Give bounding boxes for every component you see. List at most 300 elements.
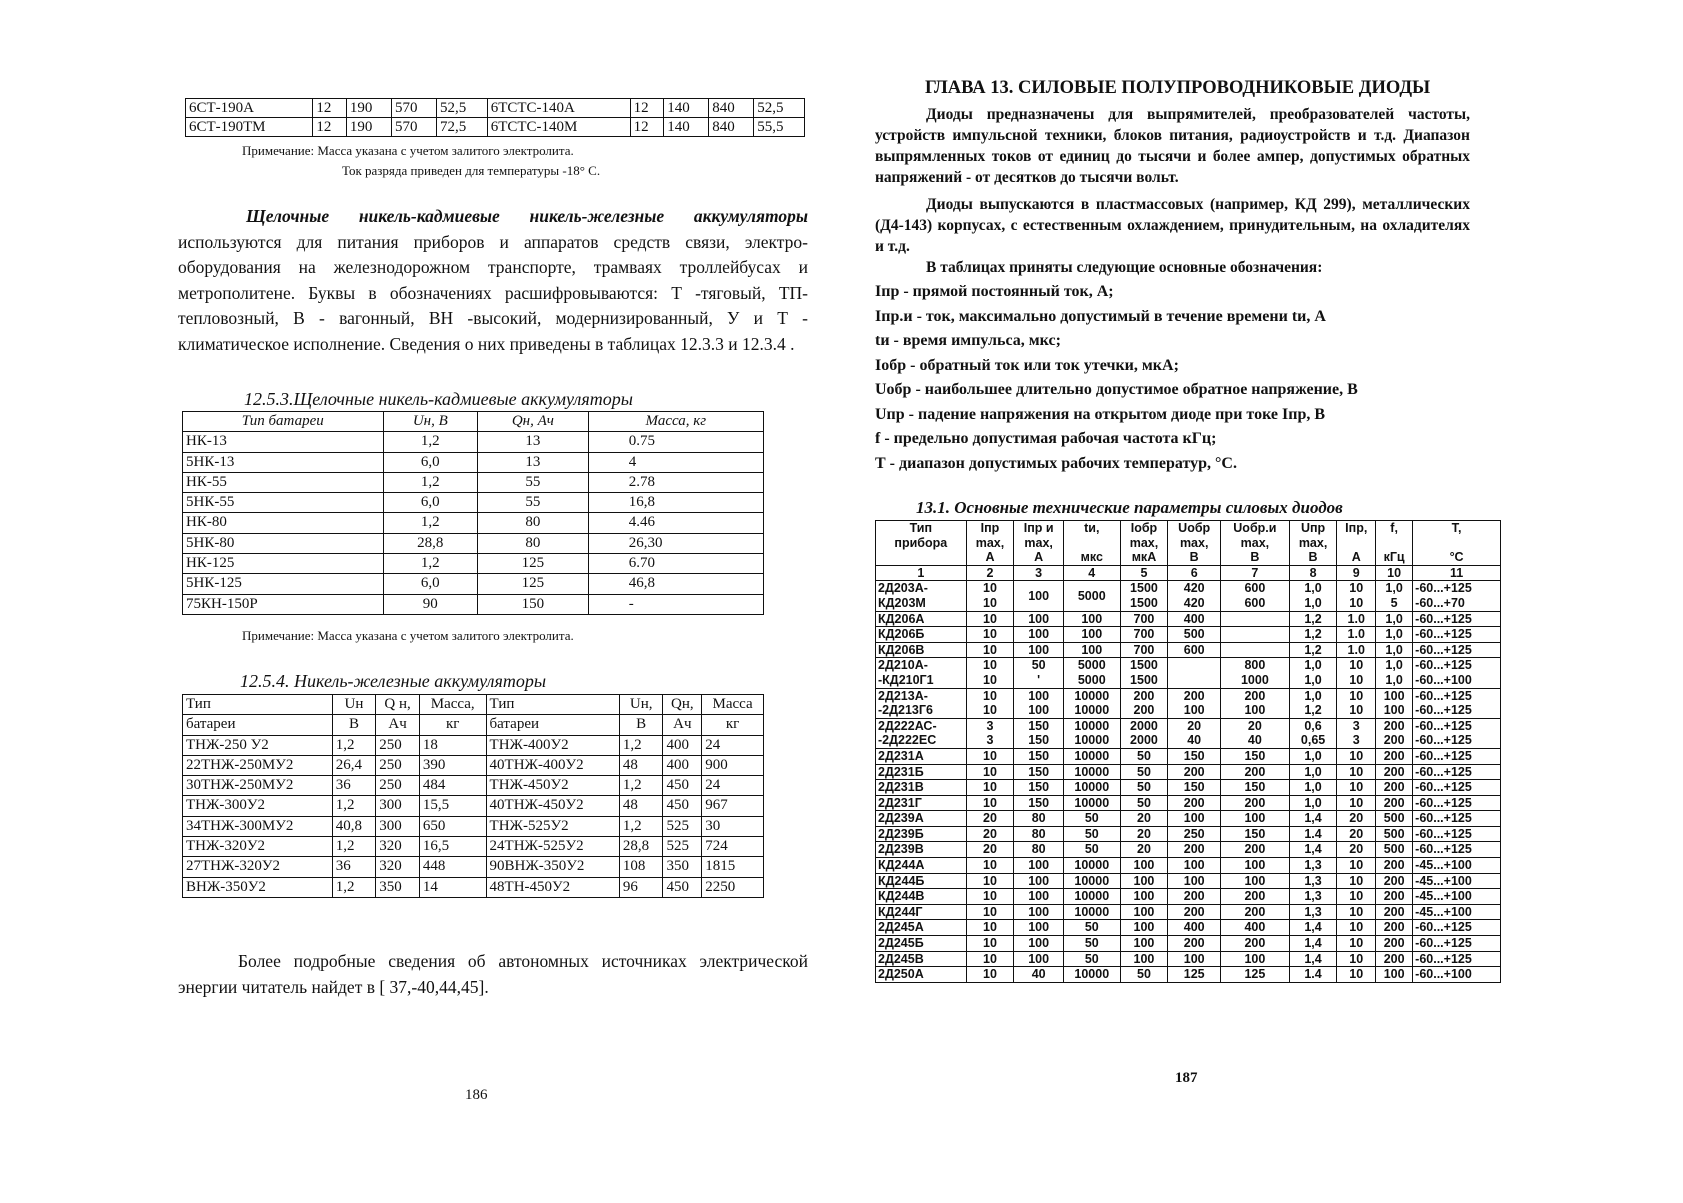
table-cell: 100: [1014, 642, 1064, 658]
table-header-row: [876, 550, 1501, 565]
table-cell: [1221, 611, 1290, 627]
table-cell: 100: [1063, 642, 1120, 658]
table-cell: 200: [1376, 873, 1413, 889]
power-diode-table: [875, 520, 1501, 983]
table-cell: 900: [702, 755, 764, 775]
table-cell: 450: [663, 776, 702, 796]
column-header: Масса, кг: [588, 412, 763, 432]
table-cell: ТНЖ-300У2: [183, 796, 333, 816]
table-cell: 48ТН-450У2: [486, 877, 619, 897]
table-row: [183, 493, 764, 513]
table-cell: 34ТНЖ-300МУ2: [183, 816, 333, 836]
table-cell: 200 100: [1168, 688, 1221, 718]
table-cell: 20: [966, 842, 1014, 858]
table-cell: -60...+125: [1413, 627, 1501, 643]
table-cell: 200 100: [1221, 688, 1290, 718]
table-cell: НК-13: [183, 432, 384, 452]
table-cell: 2Д231Б: [876, 764, 967, 780]
table-cell: 10: [966, 764, 1014, 780]
table-cell: 10: [1337, 951, 1376, 967]
table-cell: 55,5: [754, 118, 805, 137]
notation-definition: tи - время импульса, мкс;: [875, 332, 1061, 349]
table-cell: 100 100: [1014, 688, 1064, 718]
table-cell: 1,2: [332, 877, 376, 897]
notation-definition: Iпр.и - ток, максимально допустимый в течение времени tи, А: [875, 307, 1326, 325]
table-row: [183, 755, 764, 775]
table-cell: -: [588, 594, 763, 614]
table-cell: -60...+125: [1413, 920, 1501, 936]
table-cell: 320: [376, 837, 420, 857]
table-cell: 500: [1376, 811, 1413, 827]
table-cell: 150: [478, 594, 589, 614]
table-cell: 1500 1500: [1120, 658, 1168, 688]
table-row: [183, 877, 764, 897]
table-cell: 50: [1063, 826, 1120, 842]
table-cell: 2Д222АС- -2Д222ЕС: [876, 718, 967, 748]
table-cell: 10: [966, 858, 1014, 874]
table-cell: 600: [1168, 642, 1221, 658]
table-cell: 2Д231В: [876, 780, 967, 796]
table-cell: 10: [966, 920, 1014, 936]
table-row: [876, 858, 1501, 874]
column-header: max,: [1168, 536, 1221, 551]
column-header: Uобр.и: [1221, 521, 1290, 536]
table-row: [183, 452, 764, 472]
table-cell: 10000: [1063, 967, 1120, 983]
table-cell: 1,0: [1376, 642, 1413, 658]
column-header: Iпр и: [1014, 521, 1064, 536]
table-cell: 450: [663, 796, 702, 816]
table-row: [183, 796, 764, 816]
table-cell: 390: [419, 755, 486, 775]
table-cell: -60...+100: [1413, 967, 1501, 983]
table-cell: 1,2: [383, 513, 478, 533]
table-cell: 100: [1120, 904, 1168, 920]
table-cell: ТНЖ-320У2: [183, 837, 333, 857]
table-row: [876, 581, 1501, 611]
table-cell: 28,8: [619, 837, 663, 857]
table-cell: 400: [663, 755, 702, 775]
column-number: 4: [1063, 565, 1120, 581]
table-cell: 20: [1337, 842, 1376, 858]
table-cell: 100: [1221, 811, 1290, 827]
table-cell: 200: [1221, 936, 1290, 952]
table-cell: 10: [1337, 967, 1376, 983]
table-cell: -60...+125 -60...+70: [1413, 581, 1501, 611]
table-cell: 10: [966, 780, 1014, 796]
table-row: [183, 735, 764, 755]
table-cell: 200: [1221, 795, 1290, 811]
table-cell: 13: [478, 452, 589, 472]
table-cell: 724: [702, 837, 764, 857]
table-cell: 80: [1014, 842, 1064, 858]
column-header: кг: [702, 715, 764, 735]
table-cell: 10000 10000: [1063, 688, 1120, 718]
table-cell: 400: [1168, 920, 1221, 936]
table-cell: 1,4: [1289, 936, 1337, 952]
table-cell: 10000: [1063, 795, 1120, 811]
table-cell: 150: [1168, 780, 1221, 796]
top-note-2: Ток разряда приведен для температуры -18° С.: [342, 163, 601, 178]
column-header: [1413, 536, 1501, 551]
table-row: [183, 513, 764, 533]
table-cell: 1,0 1,0: [1289, 581, 1337, 611]
table-cell: КД206Б: [876, 627, 967, 643]
table-cell: -60...+125: [1413, 764, 1501, 780]
table-cell: 40,8: [332, 816, 376, 836]
table-cell: 200: [1376, 904, 1413, 920]
table-cell: 10000: [1063, 780, 1120, 796]
table-cell: 12: [313, 99, 347, 118]
table-cell: 448: [419, 857, 486, 877]
table-cell: 2000 2000: [1120, 718, 1168, 748]
table-cell: 50: [1063, 811, 1120, 827]
table-cell: 700: [1120, 627, 1168, 643]
table-cell: КД244А: [876, 858, 967, 874]
table-cell: 1,2: [332, 796, 376, 816]
table-cell: 5000 5000: [1063, 658, 1120, 688]
chapter-heading: ГЛАВА 13. СИЛОВЫЕ ПОЛУПРОВОДНИКОВЫЕ ДИОДЫ: [925, 78, 1431, 98]
table-cell: 100: [1168, 951, 1221, 967]
table-cell: 72,5: [436, 118, 487, 137]
table-cell: ТНЖ-450У2: [486, 776, 619, 796]
table-row: [876, 627, 1501, 643]
table-cell: 100: [1063, 611, 1120, 627]
table-cell: -60...+125: [1413, 780, 1501, 796]
table-cell: 10: [966, 795, 1014, 811]
table-cell: 200: [1376, 748, 1413, 764]
table-cell: 4: [588, 452, 763, 472]
column-number: 11: [1413, 565, 1501, 581]
table-cell: 24: [702, 776, 764, 796]
table-cell: 600 600: [1221, 581, 1290, 611]
table-cell: 1,3: [1289, 873, 1337, 889]
table-cell: 1,0: [1376, 627, 1413, 643]
table-cell: -45...+100: [1413, 889, 1501, 905]
table-cell: 5НК-80: [183, 533, 384, 553]
table-cell: 2.78: [588, 472, 763, 492]
column-number: 6: [1168, 565, 1221, 581]
table-cell: 2Д239Б: [876, 826, 967, 842]
table-cell: 100: [1014, 889, 1064, 905]
table-cell: 100: [1120, 858, 1168, 874]
column-header: Т,: [1413, 521, 1501, 536]
table-row: [876, 718, 1501, 748]
table-cell: 200: [1376, 764, 1413, 780]
table-cell: 50: [1063, 936, 1120, 952]
table-cell: 40ТНЖ-450У2: [486, 796, 619, 816]
table-cell: 100: [1120, 936, 1168, 952]
table-cell: 50: [1120, 780, 1168, 796]
column-number: 2: [966, 565, 1014, 581]
table-cell: 100: [1014, 951, 1064, 967]
table-cell: 1,2: [383, 472, 478, 492]
column-header: tи,: [1063, 521, 1120, 536]
table-row: [876, 873, 1501, 889]
intro-paragraph-2: Диоды выпускаются в пластмассовых (например, КД 299), металлических (Д4-143) корпусах, с естественным охлаждением, принудительным, на охладителях и т.д.: [875, 196, 1470, 255]
column-number: 8: [1289, 565, 1337, 581]
page-number-left: 186: [465, 1087, 488, 1103]
column-header: Iпр,: [1337, 521, 1376, 536]
table-cell: 200: [1376, 780, 1413, 796]
table-row: [183, 554, 764, 574]
table-cell: 140: [664, 99, 709, 118]
table-row: [876, 795, 1501, 811]
column-number: 3: [1014, 565, 1064, 581]
table-cell: 10: [966, 642, 1014, 658]
table-cell: 250: [376, 735, 420, 755]
table-header-row: [183, 695, 764, 715]
column-header: В: [1168, 550, 1221, 565]
table-cell: 125: [1168, 967, 1221, 983]
table-row: [183, 432, 764, 452]
table-cell: 200: [1168, 795, 1221, 811]
table-cell: 20: [1337, 826, 1376, 842]
column-number: 9: [1337, 565, 1376, 581]
table-cell: 10000: [1063, 889, 1120, 905]
table-cell: 2250: [702, 877, 764, 897]
table-cell: 2Д245В: [876, 951, 967, 967]
table-cell: -60...+125: [1413, 951, 1501, 967]
column-header: В: [1221, 550, 1290, 565]
table-cell: 150: [1168, 748, 1221, 764]
column-header: Qн,: [663, 695, 702, 715]
table-cell: 50: [1063, 920, 1120, 936]
table-cell: 10: [966, 904, 1014, 920]
intro-paragraph-1: Диоды предназначены для выпрямителей, преобразователей частоты, устройств импульсной техники, блоков питания, радиоустройств и т.д. Диапазон выпрямленных токов от единиц до тысячи и более ампер, допустимых обратных напряжений - от десятков до тысячи вольт.: [875, 106, 1470, 186]
table-cell: 10: [966, 951, 1014, 967]
table-cell: 1,2: [383, 432, 478, 452]
table-cell: 150: [1221, 826, 1290, 842]
column-header: батареи: [183, 715, 333, 735]
table-cell: 150: [1014, 764, 1064, 780]
table-row: [876, 951, 1501, 967]
table-cell: НК-80: [183, 513, 384, 533]
column-header: А: [1014, 550, 1064, 565]
table-cell: ТНЖ-525У2: [486, 816, 619, 836]
table-cell: -60...+125 -60...+125: [1413, 688, 1501, 718]
table-cell: 200: [1376, 889, 1413, 905]
page-number-right: 187: [1175, 1070, 1198, 1086]
table-cell: 1,2: [332, 837, 376, 857]
table-cell: КД206А: [876, 611, 967, 627]
table-cell: 1,4: [1289, 920, 1337, 936]
table-cell: 10: [1337, 936, 1376, 952]
table-cell: 150: [1014, 795, 1064, 811]
table-cell: 100: [1014, 904, 1064, 920]
table-cell: 1,4: [1289, 811, 1337, 827]
table-cell: 30ТНЖ-250МУ2: [183, 776, 333, 796]
table-cell: 140: [664, 118, 709, 137]
table-cell: 36: [332, 857, 376, 877]
table-cell: 800 1000: [1221, 658, 1290, 688]
table-cell: 10: [1337, 764, 1376, 780]
table-cell: 200: [1221, 842, 1290, 858]
table-cell: 20 40: [1168, 718, 1221, 748]
table-cell: 10: [966, 627, 1014, 643]
table-cell: 50: [1063, 842, 1120, 858]
table-row: [876, 826, 1501, 842]
table-cell: 3 3: [1337, 718, 1376, 748]
table-cell: 5НК-125: [183, 574, 384, 594]
table-cell: 24: [702, 735, 764, 755]
table-cell: 10000: [1063, 748, 1120, 764]
table-cell: 300: [376, 816, 420, 836]
table-cell: 967: [702, 796, 764, 816]
table-cell: 1,0: [1289, 795, 1337, 811]
column-header: Uобр: [1168, 521, 1221, 536]
table-header-row: [876, 536, 1501, 551]
table-cell: 80: [478, 513, 589, 533]
table-cell: 1,0 1,0: [1376, 658, 1413, 688]
table-cell: 190: [346, 99, 391, 118]
table-cell: 6,0: [383, 574, 478, 594]
table-cell: 100: [1014, 858, 1064, 874]
nk-table-note: Примечание: Масса указана с учетом залитого электролита.: [242, 628, 574, 643]
table-row: [183, 816, 764, 836]
column-header: мкА: [1120, 550, 1168, 565]
table-cell: -60...+125 -60...+125: [1413, 718, 1501, 748]
column-header: Масса,: [419, 695, 486, 715]
table-cell: 10: [966, 936, 1014, 952]
table-cell: 100: [1120, 920, 1168, 936]
table-cell: 14: [419, 877, 486, 897]
table-cell: 1,0: [1289, 748, 1337, 764]
column-header: кг: [419, 715, 486, 735]
table-cell: -60...+125: [1413, 611, 1501, 627]
table-cell: 16,8: [588, 493, 763, 513]
table-cell: 90ВНЖ-350У2: [486, 857, 619, 877]
table-cell: ТНЖ-400У2: [486, 735, 619, 755]
table-cell: 700: [1120, 642, 1168, 658]
table-cell: [1168, 658, 1221, 688]
column-number: 7: [1221, 565, 1290, 581]
table-cell: -60...+125: [1413, 842, 1501, 858]
table-cell: 100: [1221, 873, 1290, 889]
table-cell: 2Д210А- -КД210Г1: [876, 658, 967, 688]
table-cell: 1,2: [619, 735, 663, 755]
table-cell: 10 10: [1337, 581, 1376, 611]
table-cell: 1,0 5: [1376, 581, 1413, 611]
table-cell: 6.70: [588, 554, 763, 574]
table-cell: 10 10: [1337, 658, 1376, 688]
table-cell: 10: [1337, 748, 1376, 764]
table-cell: 350: [663, 857, 702, 877]
table-cell: 200: [1376, 951, 1413, 967]
table-cell: 100: [1168, 873, 1221, 889]
table-cell: КД244В: [876, 889, 967, 905]
table-cell: 10: [966, 748, 1014, 764]
table-cell: ТНЖ-250 У2: [183, 735, 333, 755]
table-row: [876, 967, 1501, 983]
table-cell: 75КН-150Р: [183, 594, 384, 614]
table-cell: 100 100: [1376, 688, 1413, 718]
table-cell: 200: [1168, 889, 1221, 905]
table-row: [183, 472, 764, 492]
table-cell: 6,0: [383, 452, 478, 472]
table-cell: 5НК-55: [183, 493, 384, 513]
table-cell: 570: [391, 118, 436, 137]
table-row: [876, 904, 1501, 920]
table-caption-12-5-3: 12.5.3.Щелочные никель-кадмиевые аккумуляторы: [244, 389, 633, 409]
table-cell: 0.75: [588, 432, 763, 452]
table-cell: 250: [376, 755, 420, 775]
table-cell: 50 ': [1014, 658, 1064, 688]
table-cell: 1,0: [1289, 780, 1337, 796]
table-cell: 1500 1500: [1120, 581, 1168, 611]
table-cell: 30: [702, 816, 764, 836]
notation-definition: Т - диапазон допустимых рабочих температур, °С.: [875, 454, 1237, 472]
column-number: 5: [1120, 565, 1168, 581]
table-cell: 10000: [1063, 873, 1120, 889]
table-cell: 150: [1221, 780, 1290, 796]
table-cell: 10 10: [966, 658, 1014, 688]
table-cell: 108: [619, 857, 663, 877]
table-cell: 250: [1168, 826, 1221, 842]
table-cell: 1,2: [1289, 611, 1337, 627]
table-row: [876, 611, 1501, 627]
table-cell: 2Д203А- КД203М: [876, 581, 967, 611]
top-battery-table: [185, 98, 805, 137]
table-cell: 190: [346, 118, 391, 137]
table-cell: -60...+125: [1413, 748, 1501, 764]
table-cell: 1,2: [619, 816, 663, 836]
table-cell: 1,2: [383, 554, 478, 574]
table-cell: 12: [630, 118, 664, 137]
table-cell: 20: [966, 811, 1014, 827]
table-cell: -45...+100: [1413, 873, 1501, 889]
table-cell: 1,2: [619, 776, 663, 796]
table-cell: 525: [663, 816, 702, 836]
table-cell: 150: [1221, 748, 1290, 764]
sources-reference-paragraph: Более подробные сведения об автономных источниках электрической энергии читатель найдет в [ 37,-40,44,45].: [178, 951, 808, 997]
table-cell: -45...+100: [1413, 858, 1501, 874]
notation-definition: Iобр - обратный ток или ток утечки, мкА;: [875, 356, 1179, 374]
table-row: [183, 594, 764, 614]
table-row: [876, 920, 1501, 936]
table-row: [183, 837, 764, 857]
column-header: max,: [1014, 536, 1064, 551]
paragraph-lead: Щелочные никель-кадмиевые никель-железные аккумуляторы: [246, 206, 808, 226]
table-cell: 52,5: [754, 99, 805, 118]
table-cell: 420 420: [1168, 581, 1221, 611]
column-header: Масса: [702, 695, 764, 715]
table-cell: 150: [1014, 748, 1064, 764]
table-cell: 2Д213А- -2Д213Г6: [876, 688, 967, 718]
table-cell: 12: [313, 118, 347, 137]
table-cell: 48: [619, 755, 663, 775]
table-cell: 20: [966, 826, 1014, 842]
table-cell: 500: [1376, 826, 1413, 842]
table-cell: 20: [1120, 842, 1168, 858]
table-cell: 10: [1337, 889, 1376, 905]
table-cell: 1,4: [1289, 842, 1337, 858]
table-header-row: [183, 412, 764, 432]
table-cell: 2Д239В: [876, 842, 967, 858]
column-number-row: [876, 565, 1501, 581]
table-cell: [1221, 627, 1290, 643]
table-cell: 50: [1120, 748, 1168, 764]
table-cell: 28,8: [383, 533, 478, 553]
table-cell: 200: [1221, 904, 1290, 920]
notation-definition: Uпр - падение напряжения на открытом диоде при токе Iпр, В: [875, 405, 1326, 423]
table-cell: 2Д239А: [876, 811, 967, 827]
table-cell: 1,2: [1289, 642, 1337, 658]
top-note-1: Примечание: Масса указана с учетом залитого электролита.: [242, 143, 574, 158]
table-row: [183, 574, 764, 594]
table-cell: 2Д245А: [876, 920, 967, 936]
column-header: Ач: [376, 715, 420, 735]
